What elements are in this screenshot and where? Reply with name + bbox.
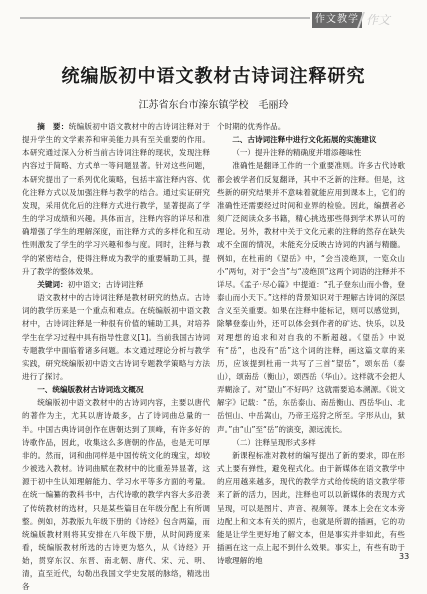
- abstract: [22, 120, 210, 291]
- column-tag-ghost: 作文: [366, 12, 410, 28]
- article-title: 统编版初中语文教材古诗词注释研究: [61, 66, 366, 87]
- column-tag: 作文教学: [312, 12, 362, 28]
- continued-text: 个时期的优秀作品。: [217, 122, 286, 131]
- subsection-2-paragraph: 新课程标准对教材的编写提出了新的要求，即在形式上要有弹性，避免程式化。由于新媒体在语文教学中的应用越来越多，现代的教学方式给传统的语文教学带来了新的活力，因此，注释也可以以新媒体的表现方式呈现，可以是图片、声音、视频等。课本上会在文本旁边配上和文本有关的照片，也就是所谓的插画，它的功能是让学生更好地了解文本，但是事实并非如此，有些插画在这一点上起不到什么效果。事实上，有些有助于诗歌理解的地: [217, 450, 405, 566]
- section-heading-1: 一、统编版教材古诗词选文概况: [37, 385, 144, 395]
- section-heading-2: 二、古诗词注释中进行文化拓展的实施建议: [232, 135, 377, 145]
- right-column: [217, 120, 405, 567]
- subheading-2: （二）注释呈现形式多样: [232, 437, 316, 447]
- section-1-paragraph: 统编版初中语文教材中的古诗词内容，主要以唐代的著作为主，尤其以唐诗最多，占了诗词曲总量的一半。中国古典诗词创作在唐朝达到了顶峰，有许多好的诗歌作品，因此，收集这么多唐朝的作品，也是无可厚非的。然而，词和曲同样是中国传统文化的瑰宝，却较少被选入教材。诗词曲赋在教材中的比重差异显著，这源于初中生认知理解能力、学习水平等多方面的考量。在统一编纂的教科书中，古代诗歌的教学内容大多沿袭了传统教材的选材，只是某些篇目在年级分配上有所调整。例如，苏教版九年级下册的《诗经》包含两篇，而统编版教材则将其安排在八年级下册，从时间跨度来看，统编版教材所选的古诗更为悠久，从《诗经》开始，贯穿东汉、东晋、南北朝、唐代、宋、元、明、清，直至近代，勾勒出我国文学史发展的脉络，精选出各: [22, 398, 210, 592]
- keywords: 初中语文；古诗词注释: [67, 279, 144, 289]
- page-number: 33: [399, 552, 410, 561]
- abstract-label: 摘 要：: [37, 122, 69, 131]
- header-rule: [20, 17, 310, 19]
- abstract-text: 统编版初中语文教材中的古诗词注释对于提升学生的文学素养和审美能力具有至关重要的作用。本研究通过深入分析当前古诗词注释的现状，发现注释内容过于简略、方式单一等问题显著。针对这些问题，本研究提出了一系列优化策略，包括丰富注释内容、优化注释方式以及加强注释与教学的结合。通过实证研究发现，采用优化后的注释方式进行教学，显著提高了学生的学习成绩和兴趣。具体而言，注释内容的详尽和准确增强了学生的理解深度，而注释方式的多样化和互动性则激发了学生的学习兴趣和参与度。同时，注释与教学的紧密结合，使得注释成为教学的重要辅助工具，提升了教学的整体效果。: [22, 122, 211, 276]
- intro-paragraph: 语文教材中的古诗词注释是教材研究的热点。古诗词的教学历来是一个重点和难点。在统编版初中语文教材中，古诗词注释是一种很有价值的辅助工具，对培养学生在学习过程中具有指导性意义[1]。当前我国古诗词专题教学中面临着诸多问题。本文通过理论分析与教学实践，研究统编版初中语文古诗词专题教学策略与方法进行了探讨。: [22, 293, 210, 381]
- author-line: 江苏省东台市溱东镇学校 毛丽玲: [138, 100, 289, 111]
- header-bar: [0, 8, 427, 28]
- left-column: [22, 120, 210, 594]
- subheading-1: （一）提升注释的精确度并增添趣味性: [232, 148, 362, 158]
- subsection-1-paragraph: 准确性是翻译工作的一个重要准则。许多古代诗歌都会被学者们反复翻译，其中不乏新的注释。但是，这些新的研究结果并不意味着就能应用到课本上，它们的准确性还需要经过时间和业界的检验。因此，编撰者必须广泛阅读众多书籍，精心挑选那些得到学术界认可的理论。另外，教材中关于文化元素的注释的然存在缺失或不全面的情况，未能充分反映古诗词的内涵与精髓。例如，在杜甫的《望岳》中，“会当凌绝顶，一览众山小”两句，对于“会当”与“凌绝顶”这两个词语的注释并不详尽。《孟子·尽心篇》中提道：“孔子登东山而小鲁，登泰山而小天下。”这样的背景知识对于理解古诗词的深层含义至关重要。如果在注释中能标记，则可以感觉到，除攀登泰山外，还可以体会到作者的矿达、快乐，以及对理想的追求和对自我的不断超越。《望岳》中说有“岳”，也没有“岳”这个词的注释，画这篇文章的来历，应该提到杜甫一共写了三首“望岳”，颂东岳（泰山），颂南岳（衡山），颂西岳（华山）。这样就不会把人弄糊涂了。对“望山”不好吗？这就需要追本溯源。《说文解字》记载：“岳，东岳泰山、南岳衡山、西岳华山、北岳恒山、中岳嵩山，乃帝王巡狩之所至。字形从山，狱声。”由“山”至“岳”的演变，源远流长。: [217, 161, 405, 434]
- keywords-label: 关键词：: [37, 279, 68, 289]
